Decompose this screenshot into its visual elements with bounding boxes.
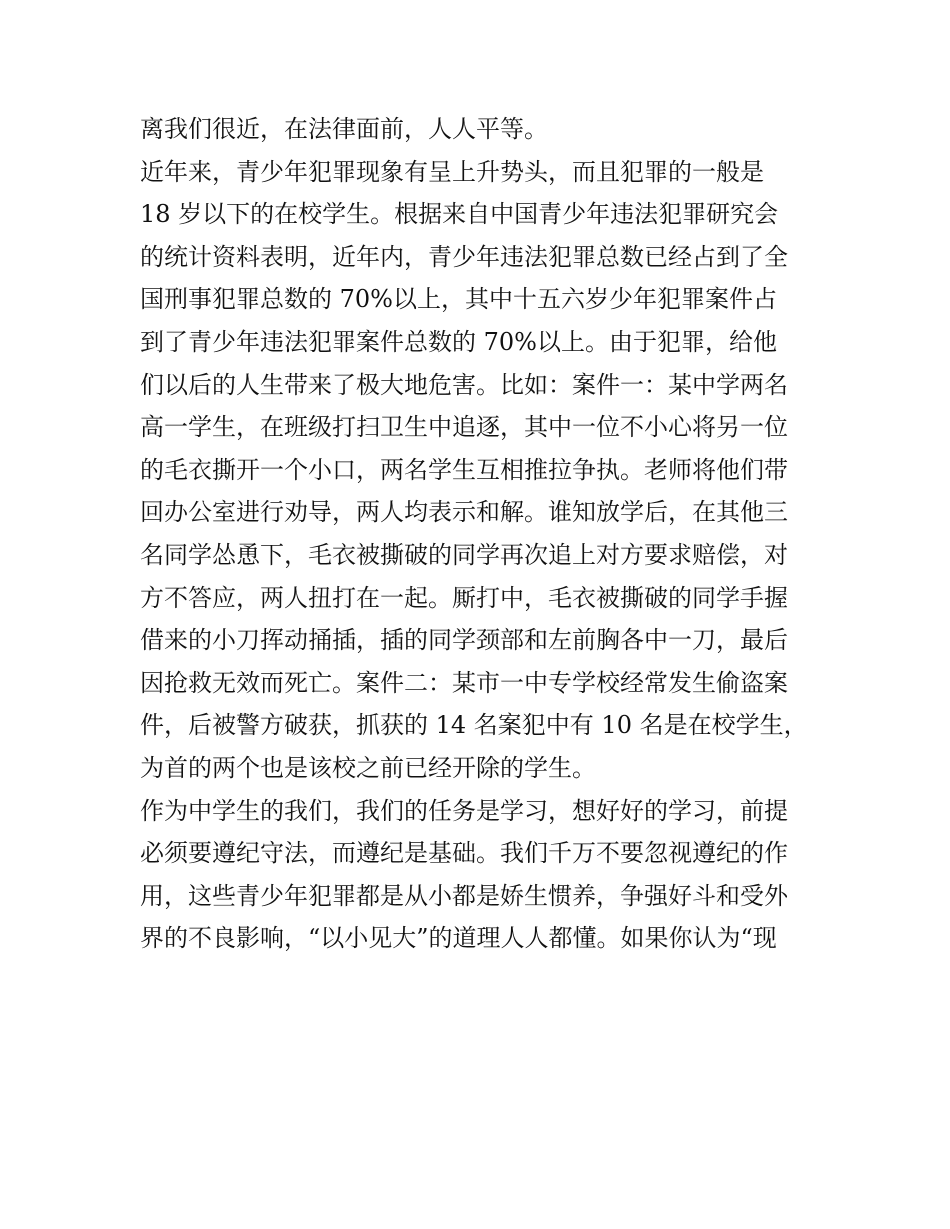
text-line: 的毛衣撕开一个小口，两名学生互相推拉争执。老师将他们带 — [140, 455, 788, 484]
text-line: 因抢救无效而死亡。案件二：某市一中专学校经常发生偷盗案 — [140, 668, 788, 697]
text-line: 方不答应，两人扭打在一起。厮打中，毛衣被撕破的同学手握 — [140, 583, 788, 612]
text-line: 界的不良影响，“以小见大”的道理人人都懂。如果你认为“现 — [140, 924, 777, 953]
text-line: 高一学生，在班级打扫卫生中追逐，其中一位不小心将另一位 — [140, 413, 788, 442]
paragraph-3 — [140, 790, 820, 960]
text-line: 用，这些青少年犯罪都是从小都是娇生惯养，争强好斗和受外 — [140, 881, 788, 910]
text-line: 为首的两个也是该校之前已经开除的学生。 — [140, 753, 596, 782]
paragraph-2 — [140, 151, 820, 790]
text-line: 国刑事犯罪总数的 70%以上，其中十五六岁少年犯罪案件占 — [140, 285, 777, 314]
text-line: 18 岁以下的在校学生。根据来自中国青少年违法犯罪研究会 — [140, 200, 779, 229]
text-line: 件，后被警方破获，抓获的 14 名案犯中有 10 名是在校学生， — [140, 711, 808, 740]
paragraph-1 — [140, 108, 820, 151]
text-line: 离我们很近，在法律面前，人人平等。 — [140, 115, 548, 143]
text-line: 借来的小刀挥动捅插，插的同学颈部和左前胸各中一刀，最后 — [140, 626, 788, 655]
text-line: 回办公室进行劝导，两人均表示和解。谁知放学后，在其他三 — [140, 498, 788, 527]
text-line: 们以后的人生带来了极大地危害。比如：案件一：某中学两名 — [140, 370, 788, 399]
document-body — [140, 108, 820, 960]
text-line: 必须要遵纪守法，而遵纪是基础。我们千万不要忽视遵纪的作 — [140, 839, 788, 868]
text-line: 的统计资料表明，近年内，青少年违法犯罪总数已经占到了全 — [140, 242, 788, 271]
text-line: 名同学怂恿下，毛衣被撕破的同学再次追上对方要求赔偿，对 — [140, 540, 788, 569]
text-line: 作为中学生的我们，我们的任务是学习，想好好的学习，前提 — [140, 796, 788, 825]
text-line: 近年来，青少年犯罪现象有呈上升势头，而且犯罪的一般是 — [140, 157, 764, 186]
text-line: 到了青少年违法犯罪案件总数的 70%以上。由于犯罪，给他 — [140, 327, 777, 356]
